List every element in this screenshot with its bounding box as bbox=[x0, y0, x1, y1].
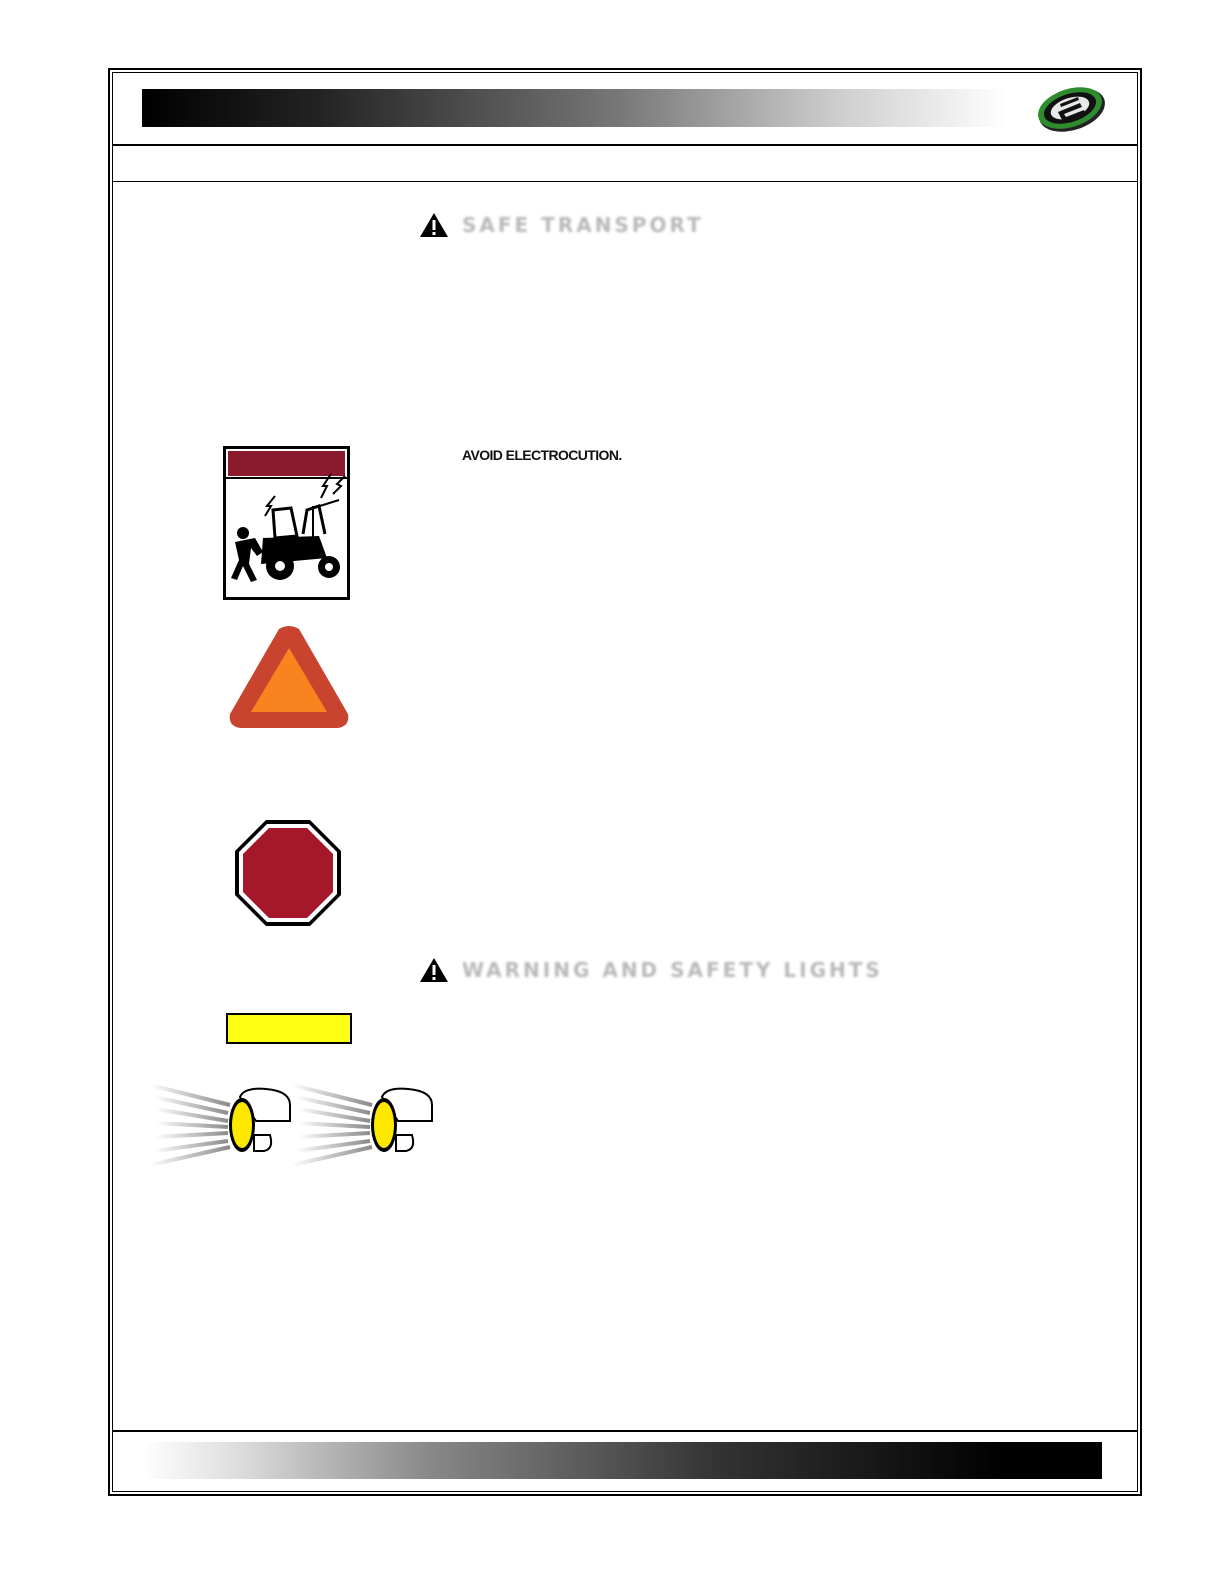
footer-rule bbox=[112, 1430, 1138, 1432]
section-heading-warning-lights bbox=[418, 956, 883, 984]
section-title: SAFE TRANSPORT bbox=[462, 213, 704, 237]
header-rule-top bbox=[112, 144, 1138, 146]
header-gradient-bar bbox=[142, 89, 1007, 127]
warning-triangle-icon bbox=[418, 956, 450, 984]
section-heading-safe-transport bbox=[418, 211, 704, 239]
caution-label bbox=[226, 1013, 352, 1044]
brand-logo bbox=[1030, 82, 1110, 134]
slow-moving-vehicle-emblem bbox=[228, 626, 350, 730]
warning-triangle-icon bbox=[418, 211, 450, 239]
page-border-inner bbox=[112, 72, 1138, 1492]
header-rule-bottom bbox=[112, 181, 1138, 182]
warning-lights-icon bbox=[140, 1075, 440, 1175]
section-title: WARNING AND SAFETY LIGHTS bbox=[462, 958, 883, 982]
footer-gradient-bar bbox=[142, 1442, 1102, 1479]
stop-sign-icon bbox=[233, 818, 343, 928]
avoid-electrocution-text: AVOID ELECTROCUTION. bbox=[462, 447, 622, 463]
electrocution-decal-icon bbox=[223, 446, 350, 600]
